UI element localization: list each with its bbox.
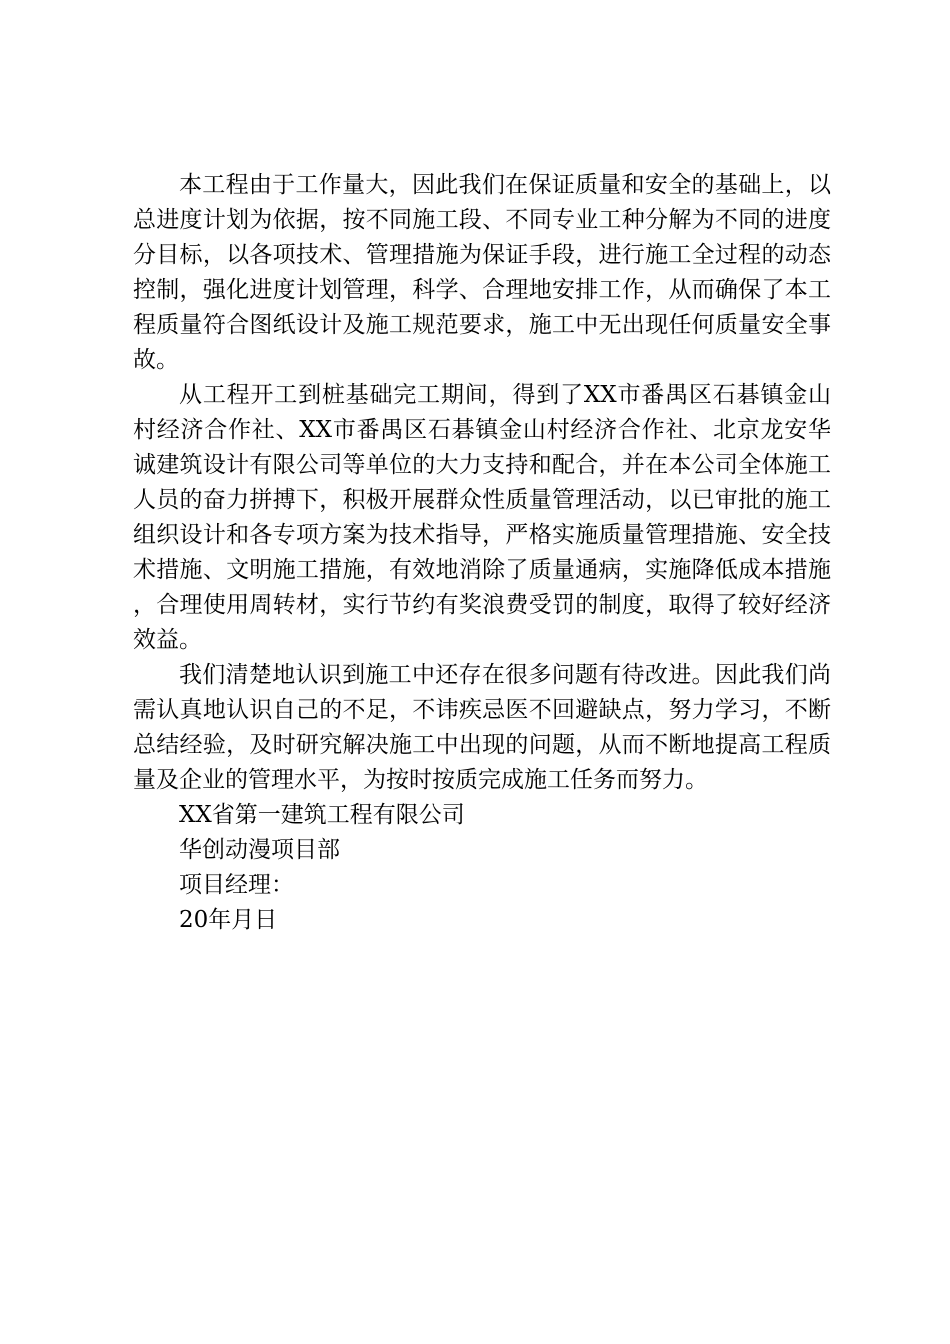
signature-date: 20年月日 <box>179 907 278 933</box>
document-body <box>133 168 831 938</box>
paragraph-improvement: 我们清楚地认识到施工中还存在很多问题有待改进。因此我们尚需认真地认识自己的不足，不讳疾忌医不回避缺点，努力学习，不断总结经验，及时研究解决施工中出现的问题，从而不断地提高工程质量及企业的管理水平，为按时按质完成施工任务而努力。 <box>133 662 831 793</box>
paragraph-acknowledgements: 从工程开工到桩基础完工期间，得到了XX市番禺区石碁镇金山村经济合作社、XX市番禺区石碁镇金山村经济合作社、北京龙安华诚建筑设计有限公司等单位的大力支持和配合，并在本公司全体施工人员的奋力拼搏下，积极开展群众性质量管理活动，以已审批的施工组织设计和各专项方案为技术指导，严格实施质量管理措施、安全技术措施、文明施工措施，有效地消除了质量通病，实施降低成本措施，合理使用周转材，实行节约有奖浪费受罚的制度，取得了较好经济效益。 <box>133 382 831 653</box>
signature-department: 华创动漫项目部 <box>179 837 340 863</box>
signature-company: XX省第一建筑工程有限公司 <box>179 802 465 828</box>
signature-manager-label: 项目经理： <box>179 872 294 898</box>
paragraph-schedule-control: 本工程由于工作量大，因此我们在保证质量和安全的基础上，以总进度计划为依据，按不同施工段、不同专业工种分解为不同的进度分目标，以各项技术、管理措施为保证手段，进行施工全过程的动态控制，强化进度计划管理，科学、合理地安排工作，从而确保了本工程质量符合图纸设计及施工规范要求，施工中无出现任何质量安全事故。 <box>133 172 831 373</box>
